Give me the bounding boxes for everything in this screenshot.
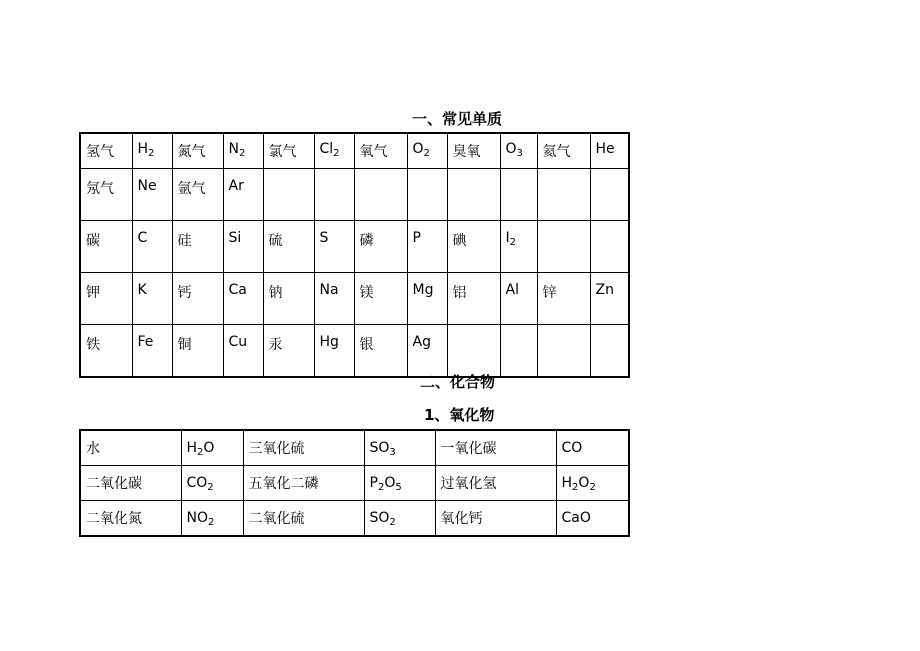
cell-text — [360, 325, 407, 354]
name-cell — [447, 133, 500, 169]
cell-text — [453, 325, 500, 334]
cell-text — [506, 169, 537, 178]
oxides-table — [79, 429, 630, 537]
name-cell — [263, 325, 314, 378]
formula-part: 二氧化碳 — [86, 476, 142, 492]
name-cell — [80, 133, 132, 169]
name-cell — [447, 273, 500, 325]
cell-text — [453, 169, 500, 178]
formula-cell — [314, 273, 354, 325]
elements-table — [79, 132, 630, 378]
formula-cell — [556, 430, 629, 466]
formula-part: Al — [505, 282, 519, 298]
cell-text — [86, 511, 142, 527]
cell-text — [320, 325, 354, 350]
formula-cell — [314, 221, 354, 273]
cell-text — [229, 273, 263, 298]
cell-text — [269, 221, 314, 250]
formula-cell — [223, 221, 263, 273]
formula-part: 氖气 — [86, 181, 114, 197]
subscript: 2 — [197, 447, 204, 458]
cell-text — [360, 169, 407, 178]
formula-cell — [500, 325, 537, 378]
name-cell — [435, 430, 556, 466]
formula-cell — [181, 430, 243, 466]
cell-text — [543, 325, 590, 334]
subscript: 2 — [333, 148, 340, 159]
name-cell — [172, 221, 223, 273]
formula-part: CaO — [561, 510, 591, 526]
cell-text — [86, 273, 132, 302]
formula-part: 磷 — [359, 233, 374, 249]
formula-cell — [407, 221, 447, 273]
formula-part: O — [203, 440, 215, 456]
formula-cell — [223, 273, 263, 325]
formula-cell — [223, 133, 263, 169]
cell-text — [178, 134, 223, 161]
formula-part: 二氧化硫 — [248, 511, 305, 527]
cell-text — [441, 441, 497, 457]
cell-text — [178, 325, 223, 354]
name-cell — [447, 325, 500, 378]
subscript: 5 — [395, 482, 402, 493]
subscript: 2 — [572, 482, 579, 493]
cell-text — [187, 440, 215, 456]
cell-text — [596, 134, 629, 157]
cell-text — [596, 169, 629, 178]
formula-part: 五氧化二磷 — [248, 476, 319, 492]
formula-part: O — [384, 475, 396, 491]
formula-part: 氢气 — [86, 144, 114, 160]
subscript: 2 — [509, 237, 517, 248]
formula-part: N — [228, 141, 239, 157]
formula-cell — [223, 325, 263, 378]
formula-part: Hg — [319, 334, 339, 350]
formula-part: 镁 — [359, 285, 374, 301]
formula-cell — [500, 169, 537, 221]
subscript: 2 — [148, 148, 155, 159]
name-cell — [80, 501, 181, 537]
cell-text — [320, 134, 354, 157]
table-row — [80, 133, 629, 169]
formula-cell — [181, 466, 243, 501]
name-cell — [354, 325, 407, 378]
formula-part: 三氧化硫 — [248, 441, 305, 457]
formula-cell — [132, 169, 172, 221]
cell-text — [86, 325, 132, 354]
name-cell — [537, 221, 590, 273]
cell-text — [229, 134, 263, 157]
subscript: 3 — [389, 447, 396, 458]
formula-cell — [223, 169, 263, 221]
cell-text — [370, 440, 396, 456]
cell-text — [138, 169, 172, 194]
cell-text — [320, 273, 354, 298]
cell-text — [360, 221, 407, 250]
cell-text — [441, 476, 497, 492]
cell-text — [506, 221, 537, 246]
name-cell — [354, 221, 407, 273]
subscript: 2 — [238, 148, 246, 159]
formula-cell — [364, 466, 435, 501]
formula-part: NO — [186, 510, 208, 526]
cell-text — [138, 134, 172, 157]
formula-part: 二氧化氮 — [86, 511, 142, 527]
formula-part: 碳 — [86, 233, 100, 249]
subscript: 2 — [423, 148, 430, 159]
formula-part: Zn — [595, 282, 614, 298]
table-row — [80, 501, 629, 537]
subscript: 2 — [208, 517, 215, 528]
cell-text — [596, 325, 629, 334]
subscript: 2 — [377, 482, 385, 493]
cell-text — [596, 221, 629, 230]
cell-text — [178, 169, 223, 198]
formula-part: 锌 — [542, 285, 557, 301]
cell-text — [413, 325, 447, 350]
formula-part: P — [412, 230, 421, 246]
cell-text — [138, 221, 172, 246]
cell-text — [562, 475, 596, 491]
oxides-table-body — [80, 430, 629, 536]
formula-cell — [556, 501, 629, 537]
formula-cell — [590, 133, 629, 169]
table-row — [80, 466, 629, 501]
cell-text — [413, 273, 447, 298]
formula-part: 过氧化氢 — [440, 476, 497, 492]
formula-cell — [314, 133, 354, 169]
formula-part: S — [319, 230, 329, 246]
formula-part: 一氧化碳 — [440, 441, 497, 457]
cell-text — [562, 440, 583, 456]
formula-part: 硅 — [177, 233, 192, 249]
formula-part: 碘 — [452, 233, 467, 249]
formula-part: 硫 — [268, 233, 283, 249]
cell-text — [360, 134, 407, 161]
formula-part: K — [137, 282, 147, 298]
formula-part: 银 — [359, 337, 374, 353]
formula-cell — [407, 169, 447, 221]
name-cell — [263, 133, 314, 169]
cell-text — [249, 441, 305, 457]
name-cell — [172, 169, 223, 221]
cell-text — [320, 169, 354, 178]
formula-cell — [590, 169, 629, 221]
formula-part: 氩气 — [177, 181, 206, 197]
formula-cell — [407, 273, 447, 325]
cell-text — [453, 134, 500, 161]
name-cell — [243, 501, 364, 537]
cell-text — [269, 325, 314, 354]
formula-cell — [132, 273, 172, 325]
cell-text — [187, 510, 215, 526]
formula-cell — [314, 169, 354, 221]
formula-part: C — [137, 230, 148, 246]
formula-part: 氦气 — [542, 144, 571, 160]
table-row — [80, 325, 629, 378]
section-title-compounds: 二、化合物 — [420, 373, 496, 391]
formula-part: SO — [369, 510, 390, 526]
cell-text — [370, 510, 396, 526]
table-row — [80, 221, 629, 273]
name-cell — [80, 169, 132, 221]
formula-part: O — [505, 141, 517, 157]
cell-text — [138, 325, 172, 350]
subscript: 2 — [589, 482, 596, 493]
cell-text — [543, 273, 590, 302]
name-cell — [172, 133, 223, 169]
cell-text — [506, 134, 537, 157]
name-cell — [80, 221, 132, 273]
formula-part: 汞 — [268, 337, 283, 353]
formula-cell — [132, 325, 172, 378]
formula-cell — [500, 221, 537, 273]
name-cell — [537, 325, 590, 378]
cell-text — [86, 476, 142, 492]
cell-text — [249, 476, 319, 492]
subscript: 3 — [516, 148, 523, 159]
formula-part: Ag — [412, 334, 431, 350]
cell-text — [86, 134, 132, 161]
formula-part: Ca — [228, 282, 247, 298]
formula-cell — [314, 325, 354, 378]
formula-part: O — [412, 141, 424, 157]
formula-part: He — [595, 141, 615, 157]
cell-text — [269, 134, 314, 161]
formula-part: Cl — [319, 141, 334, 157]
formula-part: CO — [186, 475, 208, 491]
table-row — [80, 169, 629, 221]
formula-part: O — [578, 475, 590, 491]
formula-part: Cu — [228, 334, 248, 350]
formula-cell — [132, 133, 172, 169]
cell-text — [86, 169, 132, 198]
formula-part: 铜 — [177, 337, 192, 353]
name-cell — [354, 133, 407, 169]
cell-text — [229, 221, 263, 246]
name-cell — [243, 430, 364, 466]
cell-text — [562, 510, 591, 526]
name-cell — [435, 466, 556, 501]
elements-table-body — [80, 133, 629, 377]
name-cell — [537, 273, 590, 325]
name-cell — [80, 325, 132, 378]
formula-part: 氧气 — [359, 144, 388, 160]
cell-text — [543, 221, 590, 230]
cell-text — [178, 273, 223, 302]
formula-cell — [556, 466, 629, 501]
formula-part: 氧化钙 — [440, 511, 483, 527]
formula-part: P — [369, 475, 378, 491]
subsection-title-oxides: 1、氧化物 — [424, 406, 495, 424]
cell-text — [187, 475, 214, 491]
name-cell — [172, 325, 223, 378]
formula-cell — [590, 221, 629, 273]
cell-text — [249, 511, 305, 527]
name-cell — [80, 466, 181, 501]
name-cell — [243, 466, 364, 501]
formula-part: H — [186, 440, 198, 456]
subscript: 2 — [207, 482, 214, 493]
name-cell — [80, 430, 181, 466]
name-cell — [435, 501, 556, 537]
cell-text — [506, 273, 537, 298]
formula-part: H — [561, 475, 573, 491]
formula-cell — [407, 133, 447, 169]
cell-text — [413, 169, 447, 178]
formula-part: 钙 — [177, 285, 192, 301]
formula-part: 钾 — [86, 285, 100, 301]
formula-cell — [590, 325, 629, 378]
formula-part: Mg — [412, 282, 434, 298]
cell-text — [269, 273, 314, 302]
name-cell — [263, 169, 314, 221]
cell-text — [453, 273, 500, 302]
cell-text — [86, 221, 132, 250]
formula-cell — [500, 273, 537, 325]
formula-cell — [500, 133, 537, 169]
formula-part: I — [505, 230, 510, 246]
subscript: 2 — [389, 517, 396, 528]
formula-part: CO — [561, 440, 583, 456]
name-cell — [263, 221, 314, 273]
name-cell — [447, 169, 500, 221]
formula-cell — [364, 501, 435, 537]
formula-part: Ne — [137, 178, 157, 194]
formula-part: 氯气 — [268, 144, 297, 160]
cell-text — [543, 169, 590, 178]
formula-part: 氮气 — [177, 144, 206, 160]
name-cell — [80, 273, 132, 325]
formula-part: 铝 — [452, 285, 467, 301]
formula-part: 钠 — [268, 285, 283, 301]
name-cell — [537, 133, 590, 169]
cell-text — [506, 325, 537, 334]
cell-text — [86, 441, 100, 457]
formula-cell — [407, 325, 447, 378]
section-title-elements: 一、常见单质 — [412, 110, 503, 128]
cell-text — [320, 221, 354, 246]
name-cell — [354, 273, 407, 325]
cell-text — [370, 475, 402, 491]
formula-part: H — [137, 141, 149, 157]
cell-text — [360, 273, 407, 302]
formula-part: Na — [319, 282, 339, 298]
name-cell — [537, 169, 590, 221]
formula-part: 铁 — [86, 337, 100, 353]
name-cell — [172, 273, 223, 325]
cell-text — [453, 221, 500, 250]
cell-text — [269, 169, 314, 178]
table-row — [80, 273, 629, 325]
cell-text — [543, 134, 590, 161]
formula-cell — [181, 501, 243, 537]
name-cell — [447, 221, 500, 273]
formula-cell — [590, 273, 629, 325]
cell-text — [138, 273, 172, 298]
formula-part: Ar — [228, 178, 244, 194]
table-row — [80, 430, 629, 466]
cell-text — [413, 221, 447, 246]
formula-cell — [132, 221, 172, 273]
cell-text — [229, 169, 263, 194]
cell-text — [596, 273, 629, 298]
cell-text — [413, 134, 447, 157]
cell-text — [178, 221, 223, 250]
formula-part: 水 — [86, 441, 100, 457]
formula-part: SO — [369, 440, 390, 456]
formula-cell — [364, 430, 435, 466]
cell-text — [441, 511, 483, 527]
formula-part: Fe — [137, 334, 154, 350]
name-cell — [354, 169, 407, 221]
cell-text — [229, 325, 263, 350]
formula-part: 臭氧 — [452, 144, 481, 160]
formula-part: Si — [228, 230, 242, 246]
name-cell — [263, 273, 314, 325]
